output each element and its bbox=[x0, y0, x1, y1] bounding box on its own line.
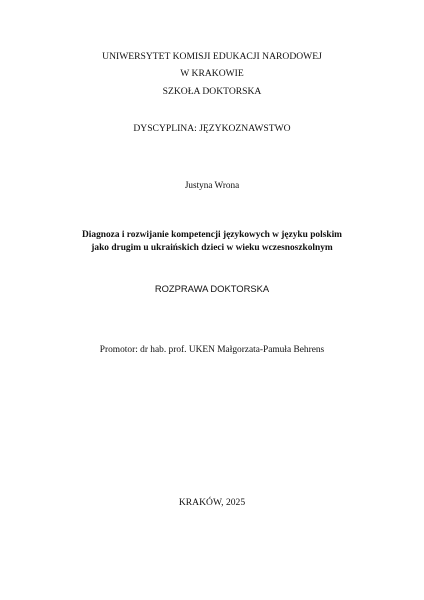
university-city: W KRAKOWIE bbox=[180, 68, 244, 79]
document-type: ROZPRAWA DOKTORSKA bbox=[154, 283, 270, 294]
author-name: Justyna Wrona bbox=[184, 180, 240, 190]
university-name: UNIWERSYTET KOMISJI EDUKACJI NARODOWEJ bbox=[102, 51, 322, 62]
thesis-title-line-1: Diagnoza i rozwijanie kompetencji językowych w języku polskim bbox=[82, 230, 342, 240]
supervisor: Promotor: dr hab. prof. UKEN Małgorzata-Pamuła Behrens bbox=[99, 345, 325, 355]
doctoral-school: SZKOŁA DOKTORSKA bbox=[162, 86, 262, 97]
place-and-year: KRAKÓW, 2025 bbox=[178, 497, 246, 508]
discipline: DYSCYPLINA: JĘZYKOZNAWSTWO bbox=[133, 123, 291, 134]
thesis-title-line-2: jako drugim u ukraińskich dzieci w wieku wczesnoszkolnym bbox=[91, 243, 333, 253]
